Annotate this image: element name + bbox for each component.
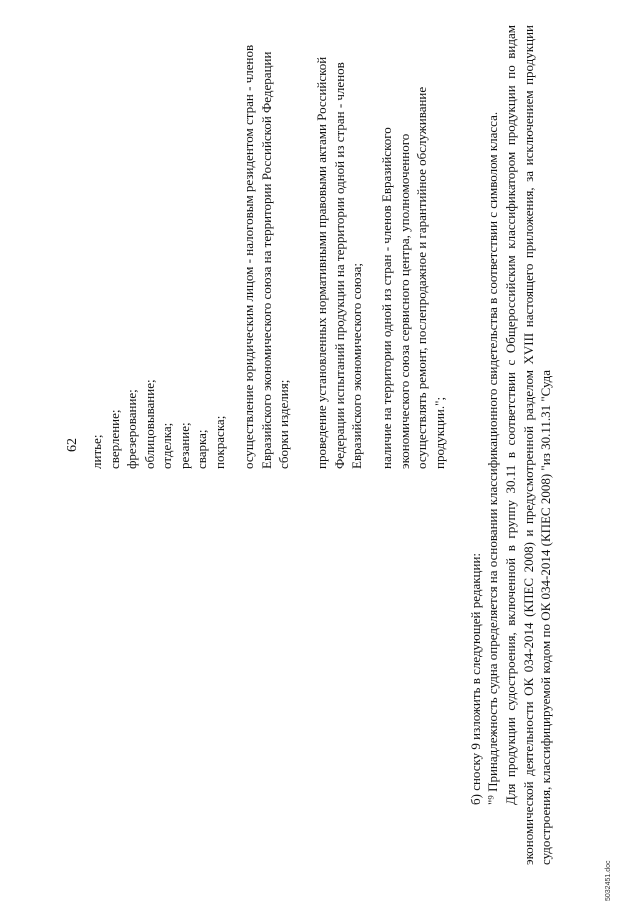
footnote-continued-text: Для продукции судостроения, включенной в группу 30.11 в соответствии с Общероссийским классификатором продукции по видам экономической деятельности ОК 034-2014 (КПЕС 2008) и предусмотренной разделом XVIII настоящего приложения, за исключением продукции судостроения, классифицируемой кодом по ОК 034-2014 (КПЕС 2008) "из 30.11.31 "Суда bbox=[503, 25, 553, 865]
paragraph-assembly: осуществление юридическим лицом - налоговым резидентом стран - членов Евразийского экономического союза на территории Российской Федерации сборки изделия; bbox=[241, 44, 291, 469]
operations-list bbox=[88, 379, 228, 469]
list-item: сверление; bbox=[106, 409, 122, 469]
list-item: сварка; bbox=[194, 429, 209, 469]
paragraph-testing: проведение установленных нормативными правовыми актами Российской Федерации испытаний продукции на территории одной из стран - членов Евразийского экономического союза; bbox=[314, 56, 364, 469]
footnote-text: "⁹ Принадлежность судна определяется на основании классификационного свидетельства в соответствии с символом класса. bbox=[485, 111, 500, 805]
document-id: 5032451.doc bbox=[605, 860, 612, 901]
amendment-intro: б) сноску 9 изложить в следующей редакции: bbox=[468, 552, 483, 805]
list-item: отделка; bbox=[159, 422, 174, 469]
list-item: облицовывание; bbox=[141, 379, 157, 469]
page-number: 62 bbox=[65, 438, 80, 452]
list-item: покраска; bbox=[211, 415, 227, 469]
paragraph-service-center: наличие на территории одной из стран - членов Евразийского экономического союза сервисного центра, уполномоченного осуществлять ремонт, послепродажное и гарантийное обслуживание продукции."; bbox=[379, 86, 447, 469]
list-item: фрезерование; bbox=[124, 389, 139, 469]
list-item: литье; bbox=[89, 434, 104, 469]
list-item: резание; bbox=[176, 422, 192, 469]
